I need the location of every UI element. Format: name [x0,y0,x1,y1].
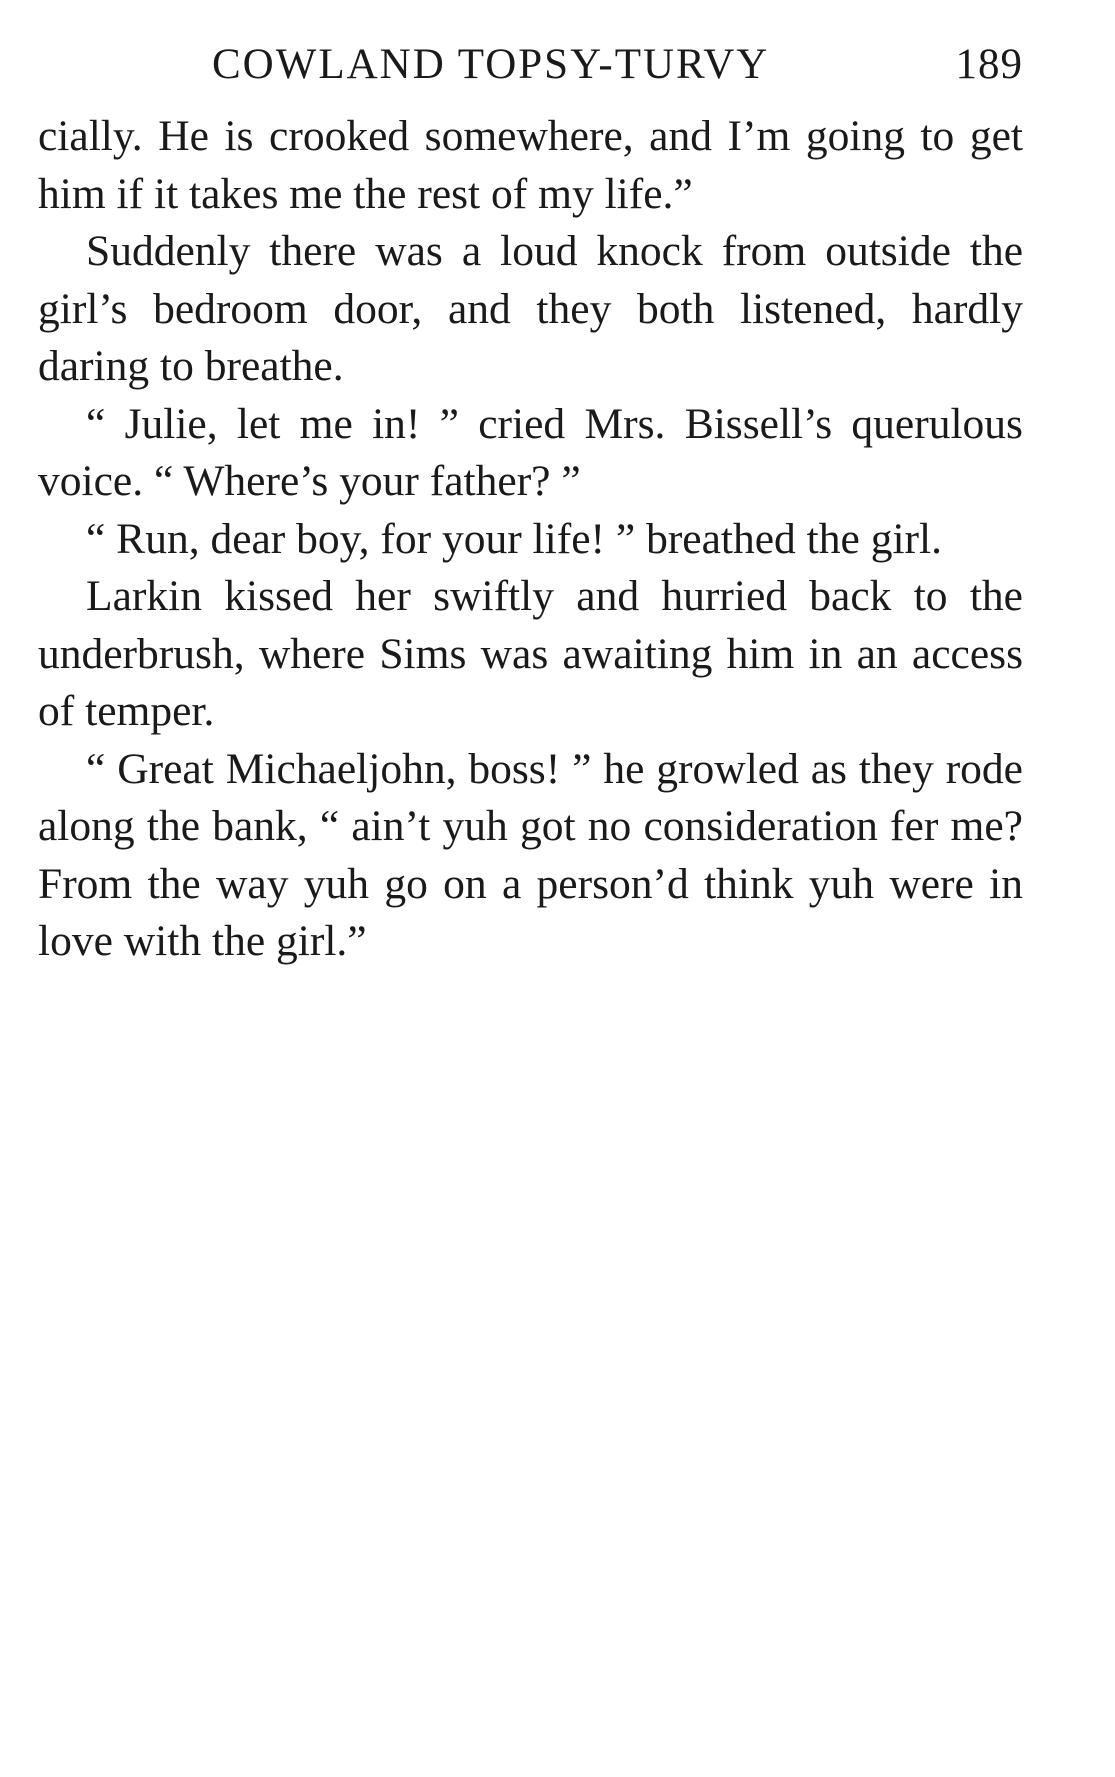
page-number: 189 [955,41,1023,88]
paragraph: Suddenly there was a loud knock from outside the girl’s bedroom door, and they both listened, hardly daring to breathe. [38,227,1023,390]
paragraph: Larkin kissed her swiftly and hurried back to the underbrush, where Sims was awaiting him in an access of temper. [38,572,1023,735]
paragraph: “ Julie, let me in! ” cried Mrs. Bissell’s querulous voice. “ Where’s your father? ” [38,399,1023,505]
running-head [38,40,1023,108]
book-page [38,40,1023,971]
paragraph-continued: cially. He is crooked somewhere, and I’m going to get him if it takes me the rest of my life.” [38,112,1023,218]
paragraph: “ Great Michaeljohn, boss! ” he growled as they rode along the bank, “ ain’t yuh got no consideration fer me? From the way yuh go on a person’d think yuh were in love with the girl.” [38,744,1023,965]
running-title: COWLAND TOPSY-TURVY [212,41,770,88]
paragraph: “ Run, dear boy, for your life! ” breathed the girl. [86,514,942,563]
body-text [38,108,1023,971]
